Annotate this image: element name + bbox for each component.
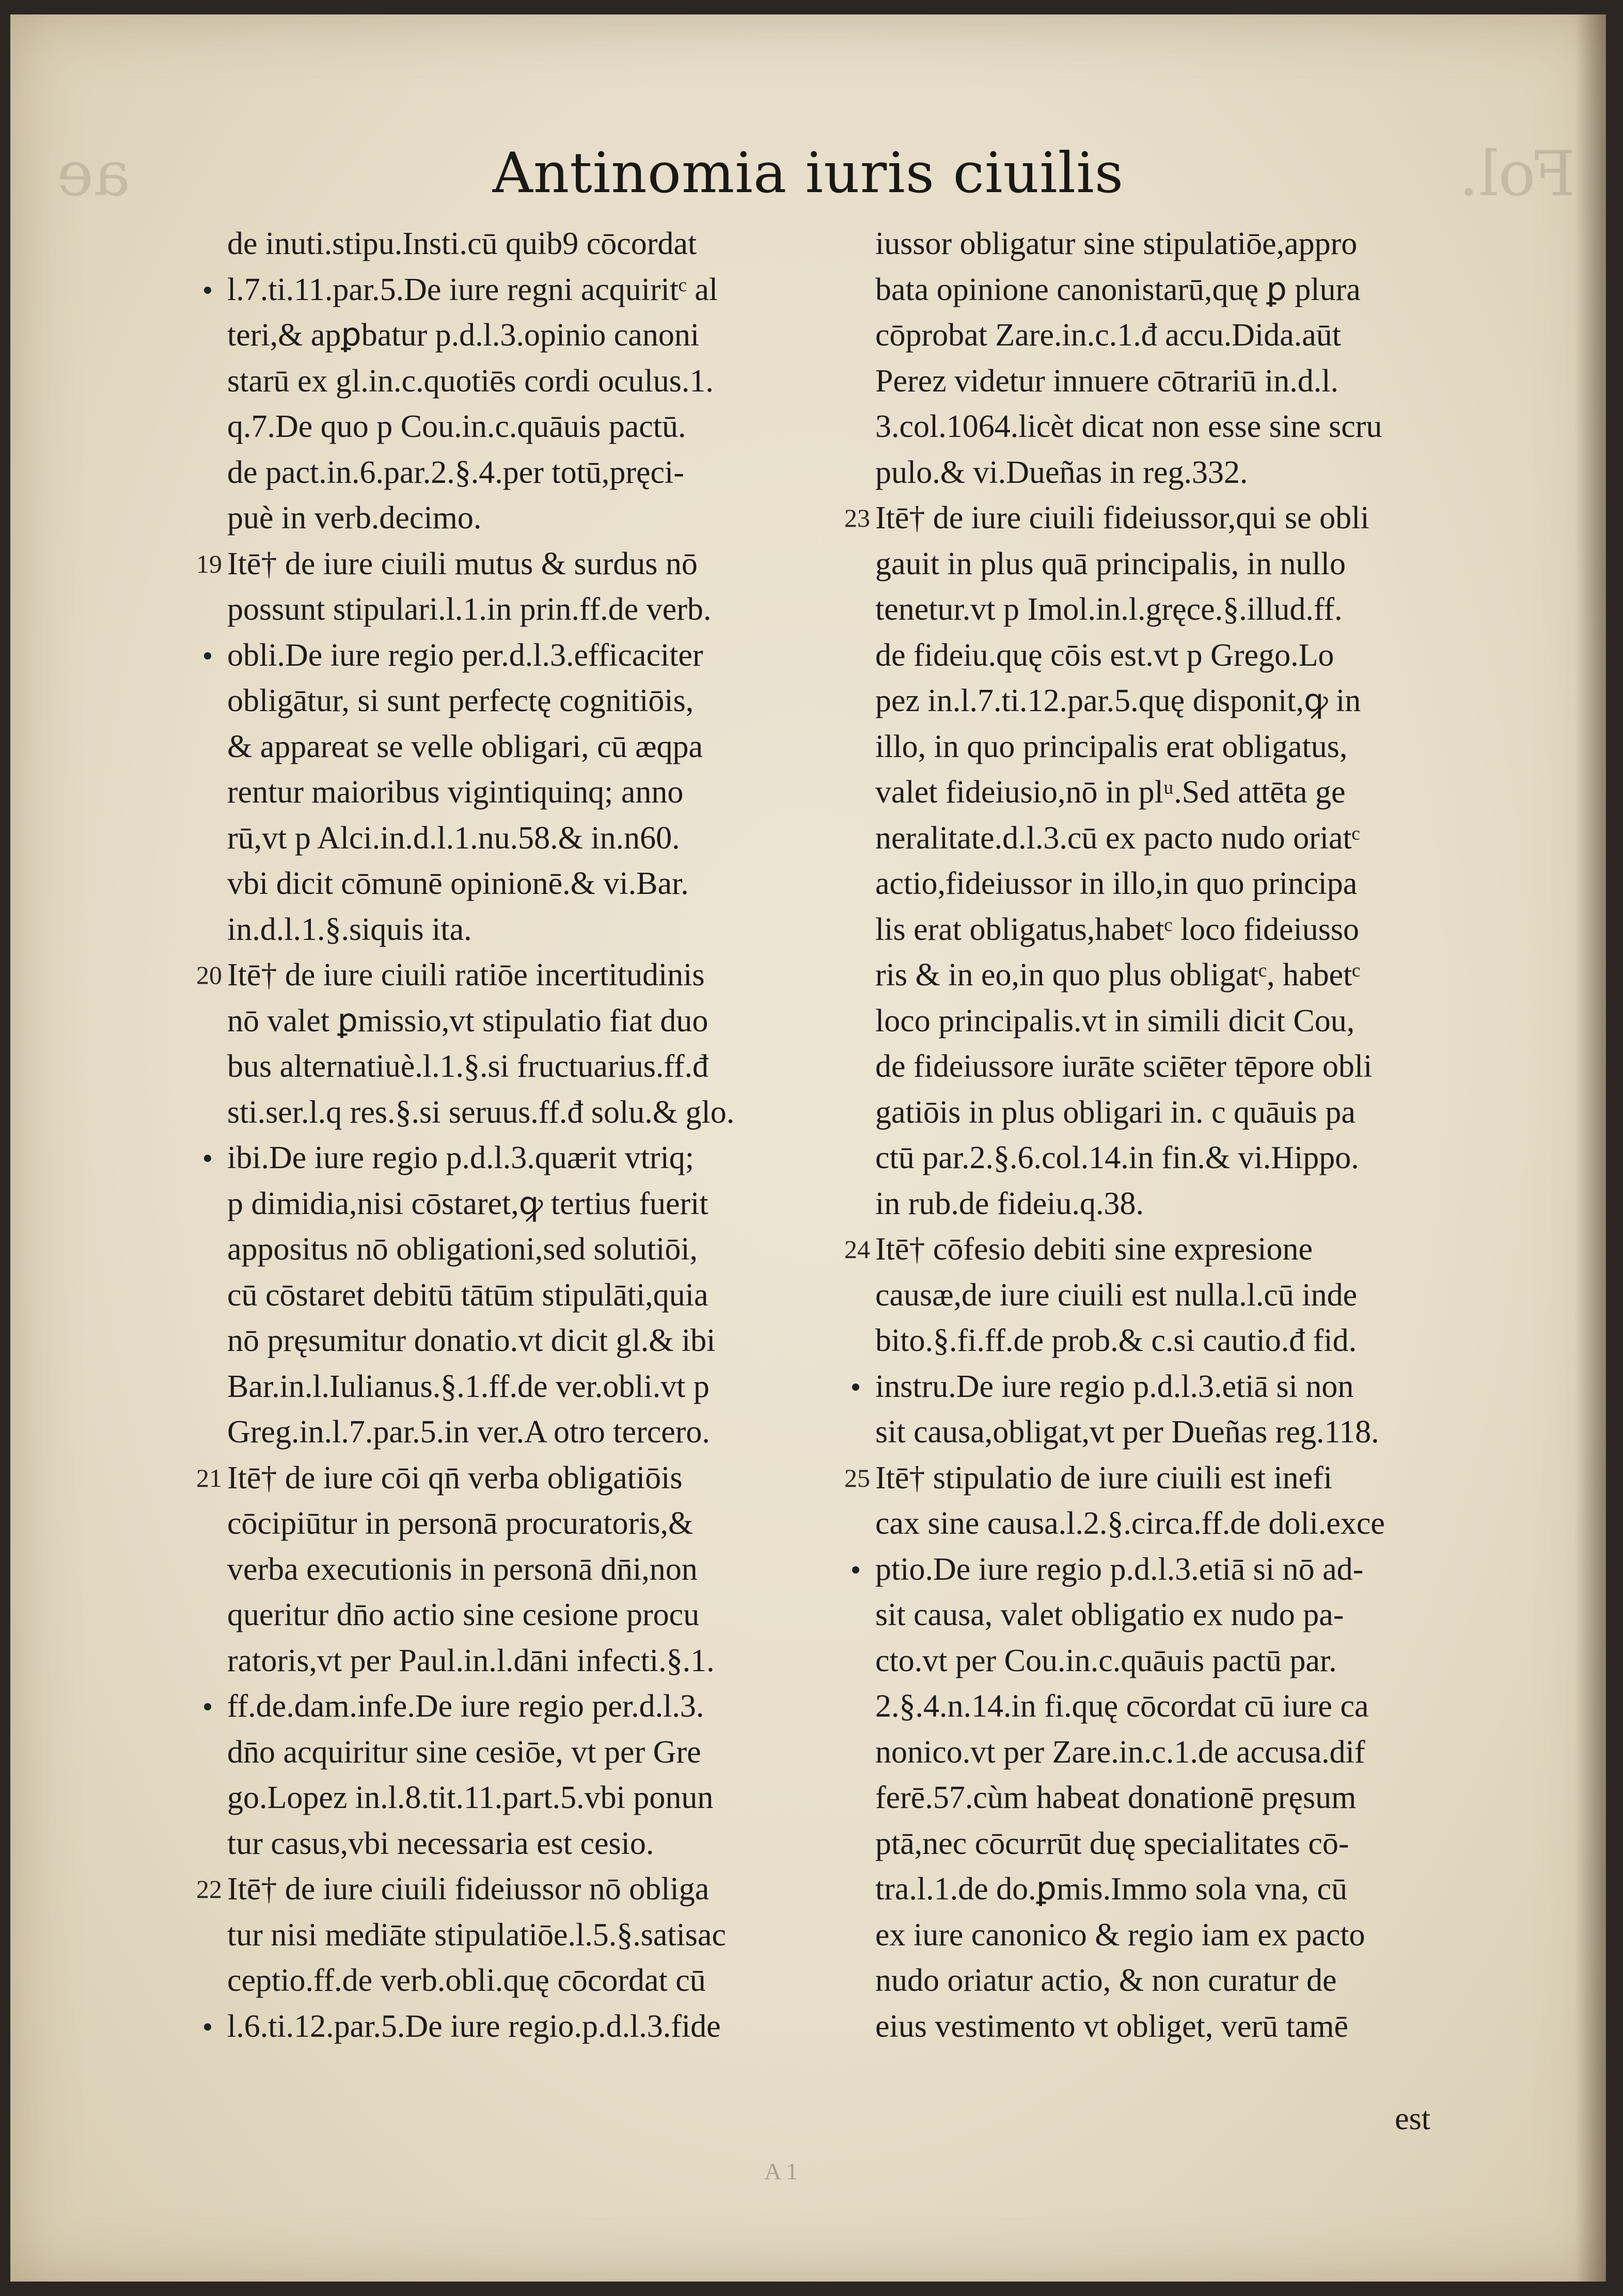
text-line [227, 2004, 821, 2050]
text-line [227, 450, 821, 496]
text-line [875, 1912, 1469, 1958]
text-line [227, 1090, 821, 1136]
text-line [227, 1821, 821, 1867]
text-line [875, 358, 1469, 404]
text-line [875, 1044, 1469, 1090]
right-column [844, 221, 1469, 2049]
line-text: nō valet ꝑmissio,vt stipulatio fiat duo [227, 1003, 708, 1039]
line-text: loco principalis.vt in simili dicit Cou, [875, 1003, 1355, 1039]
text-line [875, 1318, 1469, 1364]
text-line [227, 1272, 821, 1318]
marginal-dot-icon [852, 1383, 859, 1391]
line-text: nonico.vt per Zare.in.c.1.de accusa.dif [875, 1734, 1365, 1770]
text-line [844, 1226, 1469, 1272]
text-line [844, 495, 1469, 541]
text-line [875, 267, 1469, 313]
text-line [227, 815, 821, 861]
left-column [196, 221, 821, 2049]
line-text: bata opinione canonistarū,quę ꝑ plura [875, 272, 1361, 307]
line-text: pez in.l.7.ti.12.par.5.quę disponit,ꝙ in [875, 683, 1361, 718]
line-text: illo, in quo principalis erat obligatus, [875, 729, 1348, 764]
line-text: ceptio.ff.de verb.obli.quę cōcordat cū [227, 1963, 706, 1998]
text-line [227, 769, 821, 815]
text-line [227, 1729, 821, 1775]
line-text: rentur maioribus vigintiquinq; anno [227, 775, 684, 810]
text-line [227, 1592, 821, 1638]
text-line [227, 221, 821, 267]
text-line [227, 495, 821, 541]
line-text: bus alternatiuè.l.1.§.si fructuarius.ff.đ [227, 1049, 709, 1084]
line-text: verba executionis in personā dn̄i,non [227, 1551, 698, 1587]
marginal-dot-icon [204, 1155, 211, 1162]
paragraph-number: 25 [844, 1463, 870, 1492]
line-text: ctū par.2.§.6.col.14.in fin.& vi.Hippo. [875, 1140, 1359, 1175]
text-line [844, 1455, 1469, 1501]
text-line [875, 769, 1469, 815]
line-text: instru.De iure regio p.d.l.3.etiā si non [875, 1369, 1354, 1404]
text-line [196, 541, 821, 587]
text-line [875, 1547, 1469, 1593]
line-text: ptā,nec cōcurrūt duę specialitates cō- [875, 1826, 1349, 1861]
line-text: sit causa, valet obligatio ex nudo pa- [875, 1597, 1344, 1632]
text-line [227, 1958, 821, 2004]
text-line [227, 404, 821, 450]
text-line [875, 1958, 1469, 2004]
line-text: eius vestimento vt obliget, verū tamē [875, 2008, 1349, 2044]
text-line [875, 1684, 1469, 1729]
marginal-dot-icon [204, 2023, 211, 2031]
line-text: teri,& apꝑbatur p.d.l.3.opinio canoni [227, 318, 700, 353]
text-line [875, 1501, 1469, 1547]
text-line [875, 1866, 1469, 1912]
marginal-dot-icon [204, 287, 211, 294]
text-line [875, 1272, 1469, 1318]
text-line [227, 312, 821, 358]
paragraph-number: 22 [196, 1875, 222, 1904]
line-text: puè in verb.decimo. [227, 500, 482, 536]
line-text: Perez videtur innuere cōtrariū in.d.l. [875, 363, 1338, 399]
line-text: causæ,de iure ciuili est nulla.l.cū inde [875, 1277, 1358, 1313]
text-line [227, 1181, 821, 1227]
line-text: & appareat se velle obligari, cū æqpa [227, 729, 703, 764]
line-text: gatiōis in plus obligari in. c quāuis pa [875, 1094, 1356, 1130]
line-text: cōprobat Zare.in.c.1.đ accu.Dida.aūt [875, 318, 1342, 353]
running-title: Antinomia iuris ciuilis [492, 141, 1124, 206]
line-text: sit causa,obligat,vt per Dueñas reg.118. [875, 1414, 1379, 1450]
line-text: Bar.in.l.Iulianus.§.1.ff.de ver.obli.vt p [227, 1369, 710, 1404]
text-line [227, 1638, 821, 1684]
line-text: cto.vt per Cou.in.c.quāuis pactū par. [875, 1643, 1337, 1678]
text-line [227, 1409, 821, 1455]
line-text: nudo oriatur actio, & non curatur de [875, 1963, 1337, 1998]
book-page [10, 14, 1606, 2282]
marginal-dot-icon [852, 1566, 859, 1574]
paragraph-number: 23 [844, 504, 870, 532]
text-line [875, 1821, 1469, 1867]
text-line [875, 1181, 1469, 1227]
line-text: go.Lopez in.l.8.tit.11.part.5.vbi ponun [227, 1780, 714, 1815]
line-text: Itē† de iure cōi qn̄ verba obligatiōis [227, 1460, 683, 1496]
text-line [875, 1638, 1469, 1684]
text-line [875, 587, 1469, 633]
line-text: Itē† cōfesio debiti sine expresione [875, 1232, 1313, 1267]
text-line [227, 1547, 821, 1593]
line-text: 3.col.1064.licèt dicat non esse sine scru [875, 409, 1382, 444]
line-text: bito.§.fi.ff.de prob.& c.si cautio.đ fid. [875, 1323, 1357, 1358]
text-line [875, 1090, 1469, 1136]
text-line [875, 678, 1469, 724]
line-text: Itē† stipulatio de iure ciuili est inefi [875, 1460, 1332, 1496]
line-text: nō pręsumitur donatio.vt dicit gl.& ibi [227, 1323, 716, 1358]
text-line [875, 404, 1469, 450]
text-line [227, 1775, 821, 1821]
text-line [875, 861, 1469, 907]
signature-mark: A 1 [764, 2158, 798, 2184]
text-line [875, 450, 1469, 496]
line-text: de fideiussore iurāte sciēter tēpore obli [875, 1049, 1373, 1084]
line-text: l.6.ti.12.par.5.De iure regio.p.d.l.3.fide [227, 2008, 721, 2044]
line-text: ptio.De iure regio p.d.l.3.etiā si nō ad- [875, 1551, 1364, 1587]
text-line [875, 998, 1469, 1044]
text-line [875, 221, 1469, 267]
line-text: Itē† de iure ciuili fideiussor nō obliga [227, 1872, 710, 1907]
marginal-dot-icon [204, 1703, 211, 1710]
line-text: ratoris,vt per Paul.in.l.dāni infecti.§.1. [227, 1643, 715, 1678]
line-text: neralitate.d.l.3.cū ex pacto nudo oriatᶜ [875, 820, 1360, 856]
line-text: cū cōstaret debitū tātūm stipulāti,quia [227, 1277, 708, 1313]
line-text: obligātur, si sunt perfectę cognitiōis, [227, 683, 694, 718]
line-text: queritur dn̄o actio sine cesione procu [227, 1597, 700, 1632]
line-text: valet fideiusio,nō in plᵘ.Sed attēta ge [875, 775, 1346, 810]
line-text: tenetur.vt p Imol.in.l.gręce.§.illud.ff. [875, 592, 1343, 627]
line-text: pulo.& vi.Dueñas in reg.332. [875, 454, 1248, 490]
text-line [227, 1044, 821, 1090]
line-text: ex iure canonico & regio iam ex pacto [875, 1917, 1365, 1953]
line-text: lis erat obligatus,habetᶜ loco fideiusso [875, 911, 1360, 947]
text-line [875, 907, 1469, 953]
line-text: Itē† de iure ciuili mutus & surdus nō [227, 546, 698, 581]
line-text: tra.l.1.de do.ꝑmis.Immo sola vna, cū [875, 1872, 1348, 1907]
line-text: appositus nō obligationi,sed solutiōi, [227, 1232, 698, 1267]
text-line [227, 1912, 821, 1958]
text-line [875, 1135, 1469, 1181]
line-text: obli.De iure regio per.d.l.3.efficaciter [227, 637, 703, 673]
line-text: l.7.ti.11.par.5.De iure regni acquiritᶜ al [227, 272, 718, 307]
line-text: dn̄o acquiritur sine cesiōe, vt per Gre [227, 1734, 701, 1770]
line-text: possunt stipulari.l.1.in prin.ff.de verb. [227, 592, 712, 627]
catchword: est [1395, 2101, 1430, 2136]
line-text: in rub.de fideiu.q.38. [875, 1186, 1144, 1221]
text-line [227, 861, 821, 907]
line-text: de fideiu.quę cōis est.vt p Grego.Lo [875, 637, 1334, 673]
line-text: de inuti.stipu.Insti.cū quib9 cōcordat [227, 226, 697, 261]
line-text: p dimidia,nisi cōstaret,ꝙ tertius fuerit [227, 1186, 708, 1221]
paragraph-number: 20 [196, 961, 222, 989]
line-text: sti.ser.l.q res.§.si seruus.ff.đ solu.& glo. [227, 1094, 735, 1130]
show-through-text: ae [57, 138, 131, 210]
line-text: ibi.De iure regio p.d.l.3.quærit vtriq; [227, 1140, 695, 1175]
text-line [875, 724, 1469, 770]
text-line [227, 907, 821, 953]
line-text: iussor obligatur sine stipulatiōe,appro [875, 226, 1358, 261]
line-text: tur casus,vbi necessaria est cesio. [227, 1826, 654, 1861]
text-line [227, 724, 821, 770]
line-text: q.7.De quo p Cou.in.c.quāuis pactū. [227, 409, 686, 444]
text-line [227, 267, 821, 313]
text-line [227, 998, 821, 1044]
text-line [227, 1135, 821, 1181]
line-text: tur nisi mediāte stipulatiōe.l.5.§.satisac [227, 1917, 726, 1953]
paragraph-number: 24 [844, 1235, 870, 1264]
line-text: ferē.57.cùm habeat donationē pręsum [875, 1780, 1357, 1815]
text-line [227, 1318, 821, 1364]
text-line [196, 1455, 821, 1501]
text-line [227, 1684, 821, 1729]
line-text: Itē† de iure ciuili fideiussor,qui se obli [875, 500, 1369, 536]
text-line [875, 1592, 1469, 1638]
text-line [227, 633, 821, 679]
line-text: de pact.in.6.par.2.§.4.per totū,pręci- [227, 454, 684, 490]
text-line [875, 633, 1469, 679]
text-line [875, 1364, 1469, 1410]
marginal-dot-icon [204, 652, 211, 659]
line-text: starū ex gl.in.c.quotiēs cordi oculus.1. [227, 363, 714, 399]
line-text: cax sine causa.l.2.§.circa.ff.de doli.exce [875, 1506, 1385, 1541]
text-line [196, 1866, 821, 1912]
text-line [227, 1364, 821, 1410]
page-spine-shadow [1575, 14, 1606, 2282]
text-line [196, 952, 821, 998]
line-text: actio,fideiussor in illo,in quo principa [875, 866, 1358, 901]
text-line [227, 1501, 821, 1547]
text-line [875, 541, 1469, 587]
line-text: rū,vt p Alci.in.d.l.1.nu.58.& in.n60. [227, 820, 680, 856]
line-text: gauit in plus quā principalis, in nullo [875, 546, 1346, 581]
text-line [227, 1226, 821, 1272]
line-text: ris & in eo,in quo plus obligatᶜ, habetᶜ [875, 957, 1361, 993]
text-line [875, 2004, 1469, 2050]
line-text: cōcipiūtur in personā procuratoris,& [227, 1506, 694, 1541]
text-line [227, 358, 821, 404]
text-line [875, 1729, 1469, 1775]
text-line [227, 678, 821, 724]
paragraph-number: 21 [196, 1463, 222, 1492]
line-text: vbi dicit cōmunē opinionē.& vi.Bar. [227, 866, 689, 901]
text-line [227, 587, 821, 633]
line-text: ff.de.dam.infe.De iure regio per.d.l.3. [227, 1689, 704, 1724]
paragraph-number: 19 [196, 549, 222, 578]
text-line [875, 312, 1469, 358]
line-text: Itē† de iure ciuili ratiōe incertitudinis [227, 957, 705, 993]
line-text: 2.§.4.n.14.in fi.quę cōcordat cū iure ca [875, 1689, 1369, 1724]
text-line [875, 952, 1469, 998]
text-line [875, 1775, 1469, 1821]
line-text: in.d.l.1.§.siquis ita. [227, 911, 472, 947]
line-text: Greg.in.l.7.par.5.in ver.A otro tercero. [227, 1414, 710, 1450]
text-line [875, 1409, 1469, 1455]
text-line [875, 815, 1469, 861]
show-through-folio: Fol. [1458, 138, 1575, 210]
